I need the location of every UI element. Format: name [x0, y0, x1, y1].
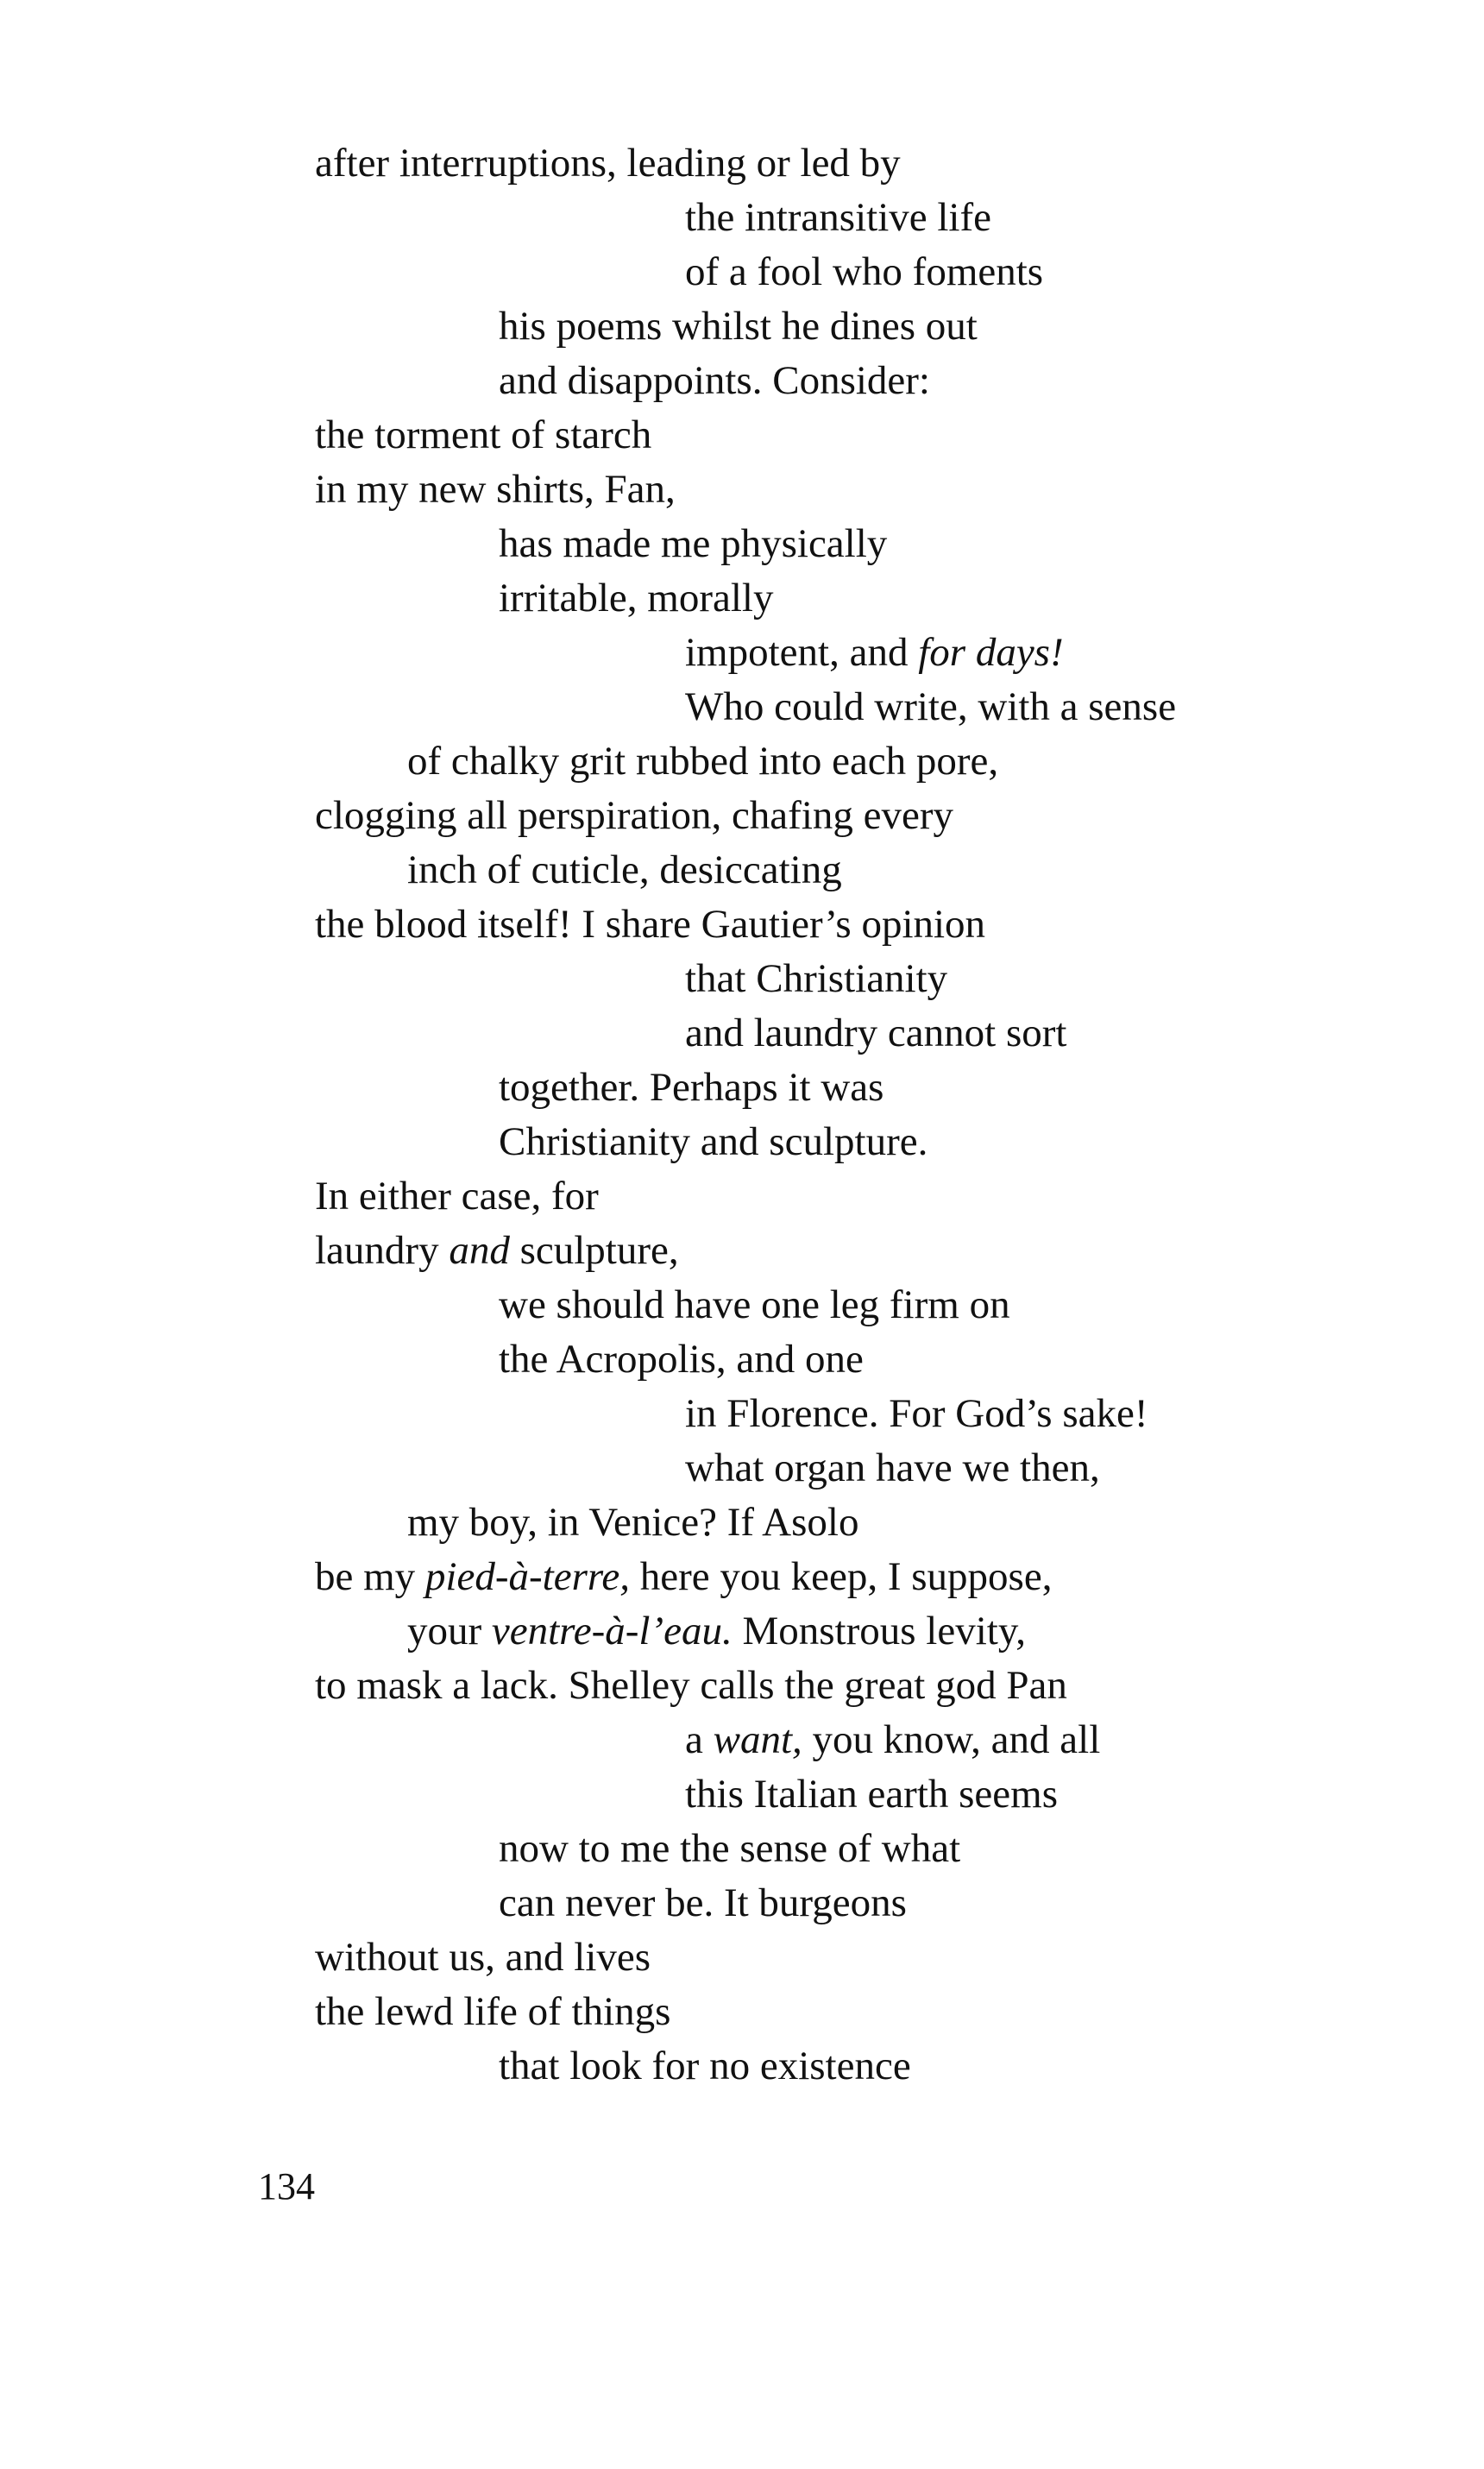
- poem-line: [315, 245, 1437, 299]
- poem-line: [315, 136, 1437, 191]
- poem-line: [315, 1115, 1437, 1169]
- text-segment: here you keep, I suppose,: [630, 1554, 1053, 1599]
- text-segment: we should have one leg firm on: [499, 1282, 1010, 1327]
- poem-line: [315, 1169, 1437, 1224]
- poem-line: [315, 1659, 1437, 1713]
- poem-line: [315, 1387, 1437, 1441]
- text-segment: the blood itself! I share Gautier’s opinion: [315, 902, 986, 947]
- text-segment: a: [685, 1717, 714, 1762]
- text-segment: without us, and lives: [315, 1935, 651, 1980]
- poem-line: [315, 1006, 1437, 1061]
- poem-line: [315, 789, 1437, 843]
- text-segment: and disappoints. Consider:: [499, 358, 930, 403]
- poem-line: [315, 1496, 1437, 1550]
- text-segment: after interruptions, leading or led by: [315, 141, 901, 186]
- poem-line: [315, 2039, 1437, 2094]
- text-segment: sculpture,: [509, 1228, 679, 1273]
- poem-line: [315, 1550, 1437, 1604]
- poem-line: [315, 952, 1437, 1006]
- poem-line: [315, 1604, 1437, 1659]
- poem-line: [315, 680, 1437, 734]
- text-segment: be my: [315, 1554, 425, 1599]
- poem-line: [315, 354, 1437, 408]
- text-segment: Monstrous levity,: [732, 1609, 1027, 1653]
- text-segment: in my new shirts, Fan,: [315, 467, 676, 512]
- text-segment: In either case, for: [315, 1174, 599, 1219]
- poem-text: [315, 136, 1437, 2094]
- poem-line: [315, 1061, 1437, 1115]
- poem-line: [315, 299, 1437, 354]
- italic-text-segment: and: [449, 1228, 510, 1273]
- text-segment: that Christianity: [685, 956, 948, 1001]
- poem-line: [315, 408, 1437, 463]
- text-segment: your: [407, 1609, 492, 1653]
- text-segment: this Italian earth seems: [685, 1772, 1058, 1817]
- text-segment: the Acropolis, and one: [499, 1337, 864, 1382]
- text-segment: together. Perhaps it was: [499, 1065, 884, 1110]
- italic-text-segment: ventre-à-l’eau.: [491, 1609, 733, 1653]
- text-segment: impotent, and: [685, 630, 919, 675]
- text-segment: the lewd life of things: [315, 1989, 671, 2034]
- italic-text-segment: want,: [713, 1717, 802, 1762]
- text-segment: the intransitive life: [685, 195, 992, 240]
- text-segment: irritable, morally: [499, 576, 774, 620]
- poem-line: [315, 1278, 1437, 1332]
- text-segment: what organ have we then,: [685, 1445, 1100, 1490]
- text-segment: and laundry cannot sort: [685, 1011, 1067, 1055]
- poem-line: [315, 1930, 1437, 1985]
- text-segment: his poems whilst he dines out: [499, 304, 978, 349]
- poem-line: [315, 571, 1437, 626]
- text-segment: of a fool who foments: [685, 249, 1044, 294]
- poem-line: [315, 1767, 1437, 1822]
- poem-line: [315, 734, 1437, 789]
- poem-line: [315, 626, 1437, 680]
- text-segment: laundry: [315, 1228, 450, 1273]
- text-segment: my boy, in Venice? If Asolo: [407, 1500, 859, 1545]
- poem-line: [315, 1876, 1437, 1930]
- text-segment: to mask a lack. Shelley calls the great god Pan: [315, 1663, 1067, 1708]
- text-segment: you know, and all: [802, 1717, 1101, 1762]
- text-segment: inch of cuticle, desiccating: [407, 847, 842, 892]
- poem-line: [315, 463, 1437, 517]
- text-segment: can never be. It burgeons: [499, 1880, 907, 1925]
- text-segment: that look for no existence: [499, 2044, 911, 2088]
- poem-line: [315, 1822, 1437, 1876]
- poem-line: [315, 843, 1437, 898]
- text-segment: in Florence. For God’s sake!: [685, 1391, 1148, 1436]
- poem-line: [315, 1332, 1437, 1387]
- text-segment: Christianity and sculpture.: [499, 1119, 928, 1164]
- text-segment: the torment of starch: [315, 413, 652, 457]
- text-segment: Who could write, with a sense: [685, 684, 1177, 729]
- poem-line: [315, 898, 1437, 952]
- poem-line: [315, 1985, 1437, 2039]
- text-segment: clogging all perspiration, chafing every: [315, 793, 953, 838]
- page-number: 134: [258, 2165, 315, 2208]
- poem-line: [315, 1713, 1437, 1767]
- poem-line: [315, 1224, 1437, 1278]
- poem-line: [315, 191, 1437, 245]
- italic-text-segment: for days!: [918, 630, 1064, 675]
- italic-text-segment: pied-à-terre,: [424, 1554, 631, 1599]
- text-segment: of chalky grit rubbed into each pore,: [407, 739, 999, 784]
- text-segment: has made me physically: [499, 521, 888, 566]
- poem-line: [315, 517, 1437, 571]
- text-segment: now to me the sense of what: [499, 1826, 961, 1871]
- poem-line: [315, 1441, 1437, 1496]
